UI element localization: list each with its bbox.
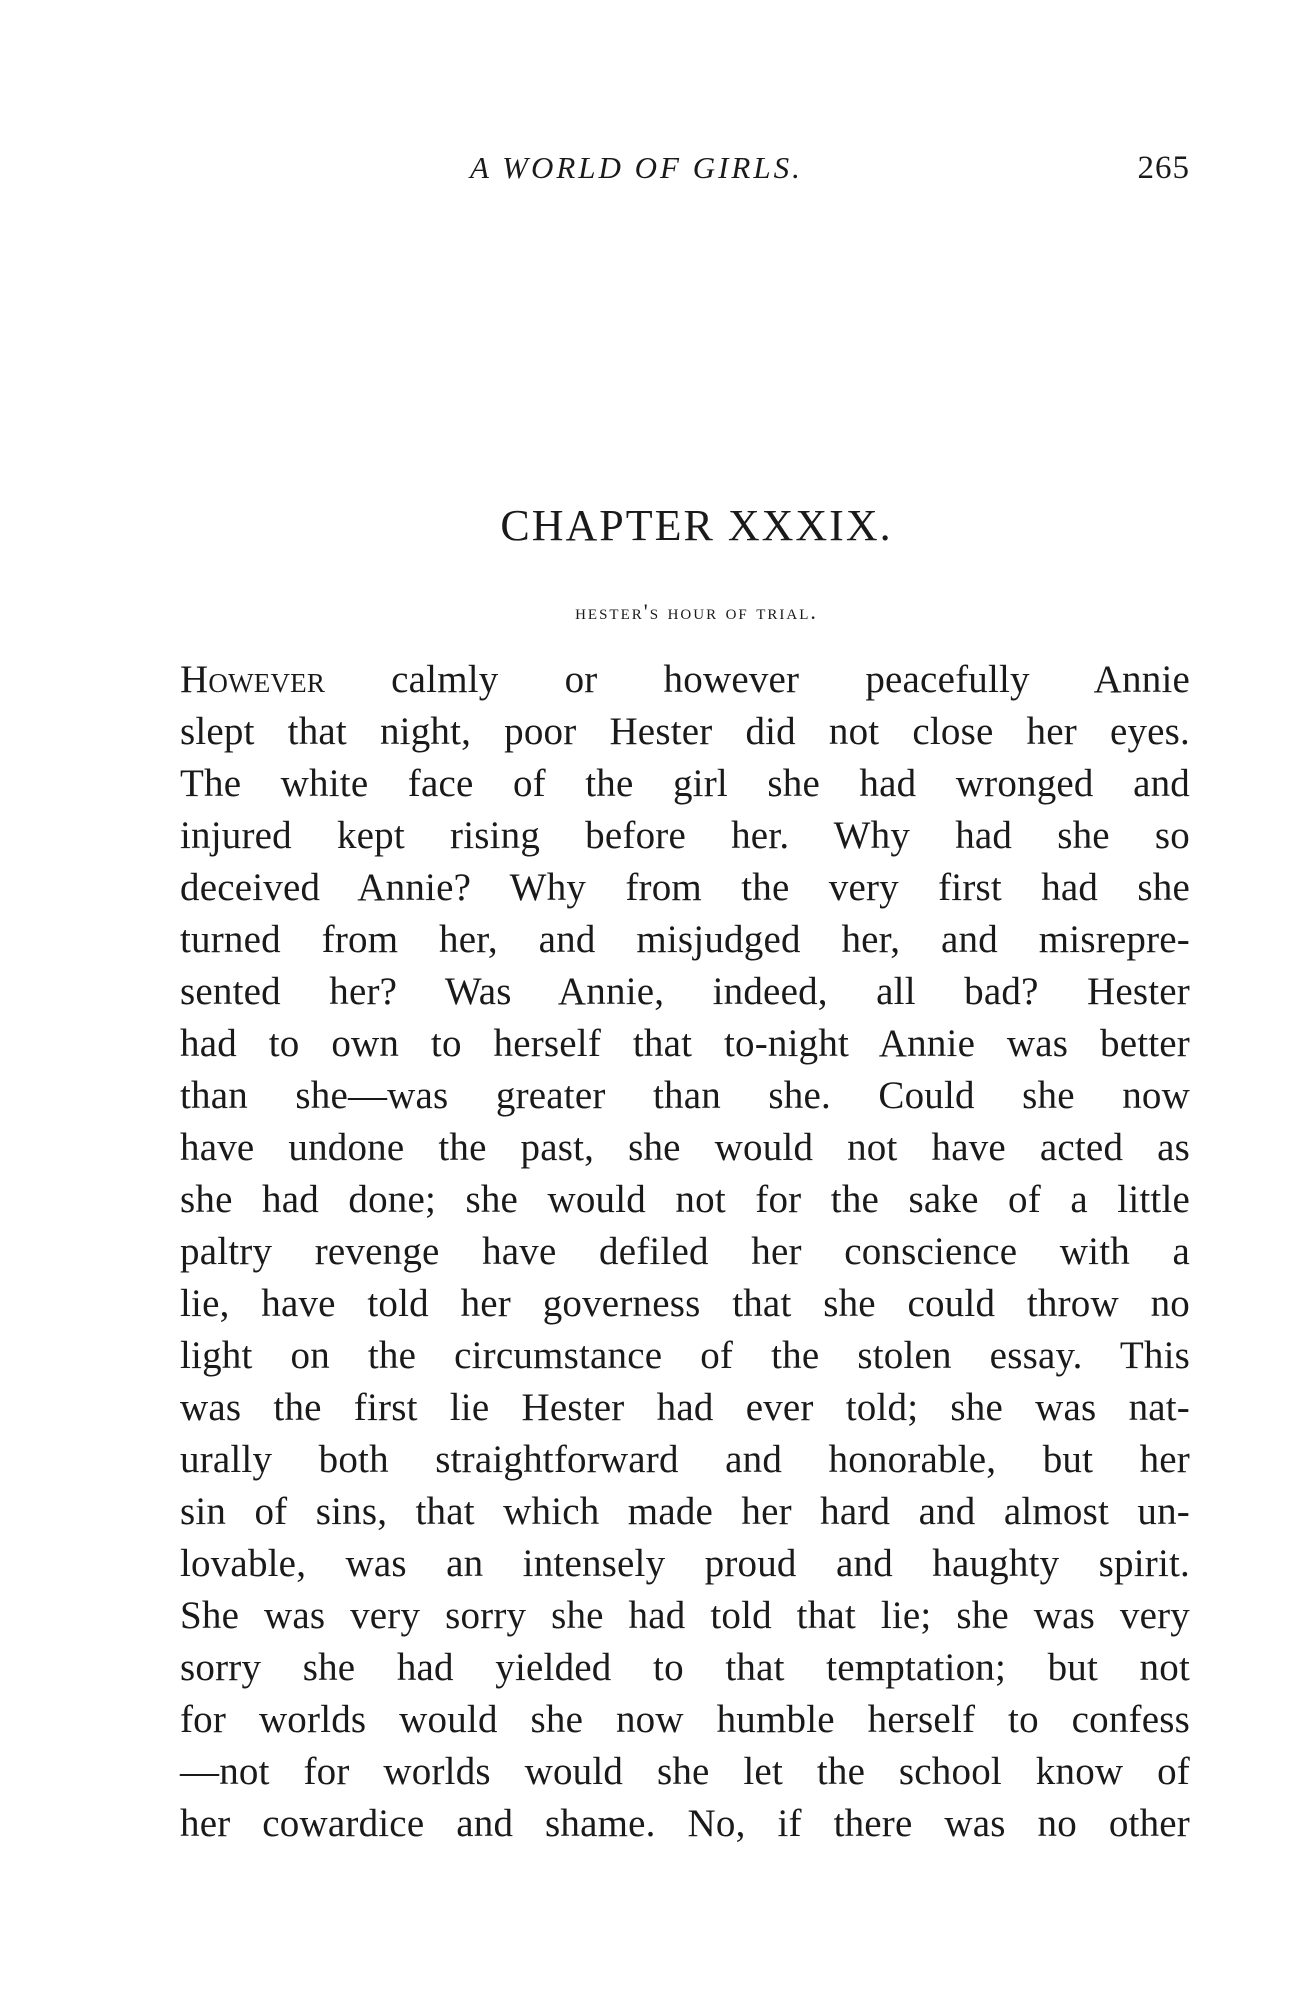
page-number: 265	[1137, 150, 1190, 186]
text-line: urally both straightforward and honorable, but her	[180, 1438, 1190, 1481]
running-head	[180, 150, 1190, 200]
text-line: light on the circumstance of the stolen essay. This	[180, 1334, 1190, 1377]
text-line: she had done; she would not for the sake of a little	[180, 1178, 1190, 1221]
text-line: lovable, was an intensely proud and haughty spirit.	[180, 1542, 1190, 1585]
text-line: sin of sins, that which made her hard and almost un-	[180, 1490, 1190, 1533]
first-line-text: calmly or however peacefully Annie	[325, 658, 1190, 701]
text-line	[180, 654, 1190, 706]
text-line: sorry she had yielded to that temptation; but not	[180, 1646, 1190, 1689]
text-line: turned from her, and misjudged her, and misrepre-	[180, 918, 1190, 961]
text-line: The white face of the girl she had wronged and	[180, 762, 1190, 805]
text-line: paltry revenge have defiled her conscience with a	[180, 1230, 1190, 1273]
opening-word: However	[180, 658, 326, 701]
text-line: her cowardice and shame. No, if there was no other	[180, 1802, 1190, 1845]
text-line: was the first lie Hester had ever told; she was nat-	[180, 1386, 1190, 1429]
text-line: lie, have told her governess that she could throw no	[180, 1282, 1190, 1325]
text-line: She was very sorry she had told that lie; she was very	[180, 1594, 1190, 1637]
chapter-number: CHAPTER XXXIX.	[500, 501, 893, 550]
chapter-title: hester's hour of trial.	[575, 599, 818, 624]
text-line: deceived Annie? Why from the very first had she	[180, 866, 1190, 909]
text-line: slept that night, poor Hester did not close her eyes.	[180, 710, 1190, 753]
text-line: —not for worlds would she let the school know of	[180, 1750, 1190, 1793]
text-line: injured kept rising before her. Why had she so	[180, 814, 1190, 857]
body-paragraph	[180, 654, 1190, 1850]
text-line: for worlds would she now humble herself to confess	[180, 1698, 1190, 1741]
text-line: sented her? Was Annie, indeed, all bad? Hester	[180, 970, 1190, 1013]
running-title: A WORLD OF GIRLS.	[470, 150, 803, 185]
text-line: have undone the past, she would not have acted as	[180, 1126, 1190, 1169]
chapter-heading	[0, 500, 1303, 625]
text-line: than she—was greater than she. Could she now	[180, 1074, 1190, 1117]
text-line: had to own to herself that to-night Annie was better	[180, 1022, 1190, 1065]
